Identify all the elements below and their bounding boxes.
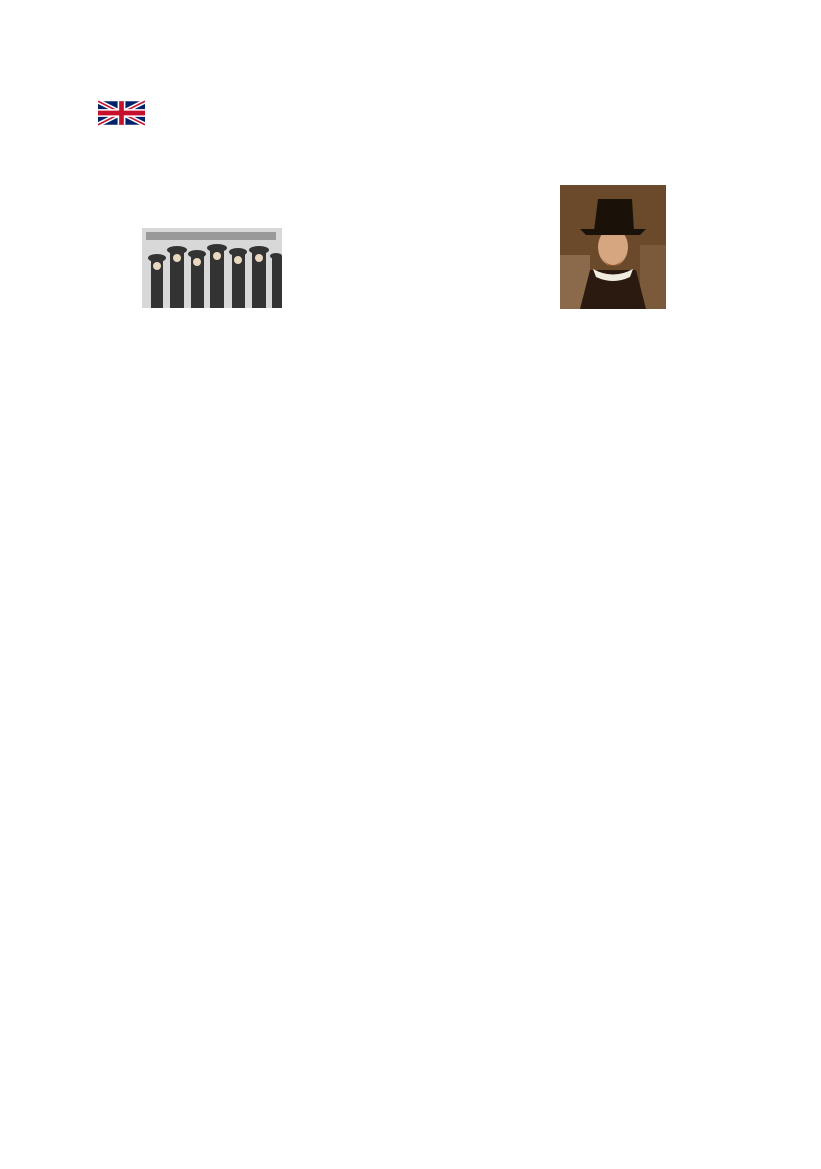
guy-fawkes-portrait-image bbox=[560, 185, 666, 309]
uk-flag-icon bbox=[98, 100, 145, 126]
conspirators-engraving-image bbox=[142, 228, 282, 308]
